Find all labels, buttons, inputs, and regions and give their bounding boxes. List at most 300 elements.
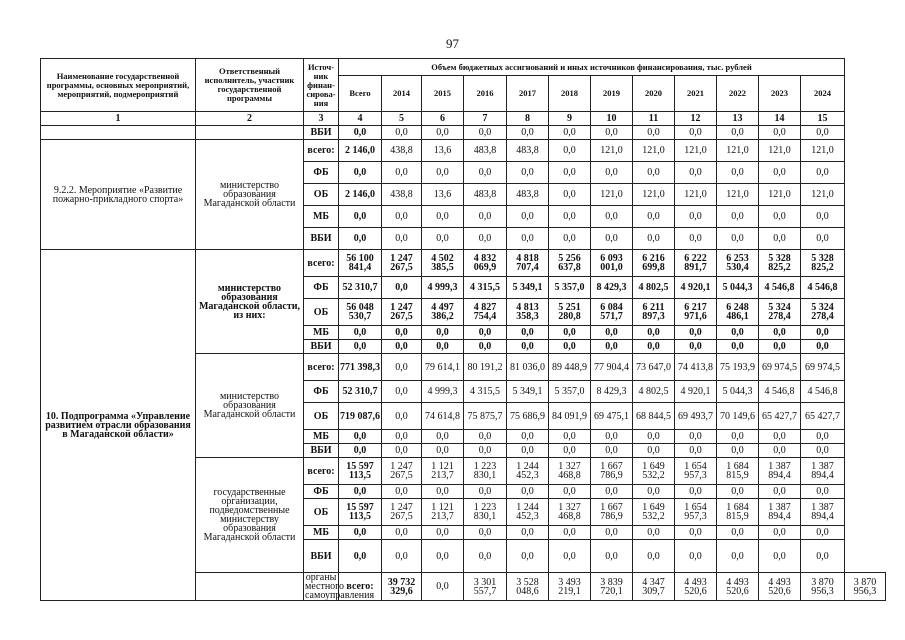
value-cell: 0,0 [382,430,422,444]
total-cell: 771 398,3 [339,354,382,381]
value-cell: 0,0 [549,540,591,573]
value-cell: 0,0 [633,485,675,499]
value-cell: 4 999,3 [422,277,464,299]
value-cell: 0,0 [759,430,801,444]
source-cell: всего: [304,250,339,277]
value-cell: 0,0 [464,326,507,340]
measure-name: 9.2.2. Мероприятие «Развитие пожарно-прикладного спорта» [41,140,196,250]
value-cell: 69 974,5 [801,354,845,381]
value-cell: 4 347 309,7 [633,573,675,601]
total-cell: 2 146,0 [339,184,382,206]
source-cell: ФБ [304,485,339,499]
value-cell: 75 193,9 [717,354,759,381]
group-a-executor: министерство образования Магаданской области, из них: [196,250,304,354]
value-cell: 3 870 956,3 [801,573,845,601]
source-cell: ВБИ [304,228,339,250]
total-cell: 15 597 113,5 [339,499,382,526]
value-cell: 0,0 [549,184,591,206]
value-cell: 0,0 [717,206,759,228]
value-cell: 4 818 707,4 [507,250,549,277]
value-cell: 0,0 [675,326,717,340]
source-cell: ФБ [304,381,339,403]
value-cell: 6 253 530,4 [717,250,759,277]
total-cell: 0,0 [339,540,382,573]
value-cell: 0,0 [675,526,717,540]
value-cell: 0,0 [464,126,507,140]
source-cell: ФБ [304,162,339,184]
column-index: 4 [339,112,382,126]
value-cell: 0,0 [759,162,801,184]
total-cell: 0,0 [339,340,382,354]
value-cell: 0,0 [464,206,507,228]
value-cell: 483,8 [507,140,549,162]
value-cell: 73 647,0 [633,354,675,381]
value-cell: 438,8 [382,184,422,206]
value-cell: 0,0 [464,430,507,444]
column-index: 8 [507,112,549,126]
subprogram-name: 10. Подпрограмма «Управление развитием отрасли образования в Магаданской области» [41,250,196,601]
value-cell: 1 244 452,3 [507,499,549,526]
value-cell: 0,0 [382,444,422,458]
value-cell: 0,0 [549,228,591,250]
value-cell: 1 223 830,1 [464,499,507,526]
value-cell: 121,0 [717,184,759,206]
total-cell: 0,0 [339,326,382,340]
value-cell: 79 614,1 [422,354,464,381]
value-cell: 3 301 557,7 [464,573,507,601]
value-cell: 0,0 [717,526,759,540]
value-cell: 0,0 [801,444,845,458]
header-name: Наименование государственной программы, основных мероприятий, мероприятий, подмероприятий [41,59,196,112]
column-index: 14 [759,112,801,126]
value-cell: 438,8 [382,140,422,162]
value-cell: 0,0 [633,126,675,140]
value-cell: 121,0 [801,184,845,206]
header-year: 2019 [591,76,633,112]
value-cell: 121,0 [759,140,801,162]
value-cell: 0,0 [507,162,549,184]
source-cell: МБ [304,430,339,444]
value-cell: 0,0 [801,162,845,184]
value-cell: 121,0 [675,184,717,206]
value-cell: 0,0 [507,444,549,458]
value-cell: 4 827 754,4 [464,299,507,326]
value-cell: 0,0 [549,526,591,540]
value-cell: 121,0 [801,140,845,162]
value-cell: 4 802,5 [633,277,675,299]
measure-executor: министерство образования Магаданской области [196,140,304,250]
value-cell: 1 654 957,3 [675,499,717,526]
value-cell: 121,0 [759,184,801,206]
value-cell: 4 546,8 [759,277,801,299]
value-cell: 1 327 468,8 [549,499,591,526]
value-cell: 0,0 [801,126,845,140]
source-cell: ОБ [304,299,339,326]
value-cell: 0,0 [464,540,507,573]
value-cell: 75 686,9 [507,403,549,430]
value-cell: 0,0 [633,526,675,540]
value-cell: 0,0 [633,340,675,354]
value-cell: 0,0 [549,326,591,340]
total-cell: 0,0 [339,206,382,228]
executor-cell [196,126,304,140]
value-cell: 6 222 891,7 [675,250,717,277]
group-c-executor: государственные организации, подведомственные министерству образования Магаданской области [196,458,304,573]
value-cell: 6 217 971,6 [675,299,717,326]
total-cell: 0,0 [339,444,382,458]
value-cell: 0,0 [717,126,759,140]
value-cell: 1 387 894,4 [759,458,801,485]
source-cell: всего: [304,140,339,162]
value-cell: 5 357,0 [549,277,591,299]
group-d-executor: органы местного самоуправления [305,572,375,601]
value-cell: 70 149,6 [717,403,759,430]
column-index: 2 [196,112,304,126]
value-cell: 121,0 [591,140,633,162]
total-cell: 0,0 [339,162,382,184]
value-cell: 0,0 [717,540,759,573]
value-cell: 0,0 [759,540,801,573]
source-cell: ВБИ [304,444,339,458]
source-cell: ОБ [304,499,339,526]
header-year: 2016 [464,76,507,112]
table-row [41,250,886,277]
total-cell: 52 310,7 [339,277,382,299]
value-cell: 1 244 452,3 [507,458,549,485]
value-cell: 4 813 358,3 [507,299,549,326]
value-cell: 0,0 [591,206,633,228]
value-cell: 6 093 001,0 [591,250,633,277]
column-index: 7 [464,112,507,126]
value-cell: 4 546,8 [801,381,845,403]
value-cell: 0,0 [549,444,591,458]
value-cell: 0,0 [675,430,717,444]
value-cell: 483,8 [464,184,507,206]
header-year: 2023 [759,76,801,112]
value-cell: 1 223 830,1 [464,458,507,485]
column-index: 3 [304,112,339,126]
table-row [41,126,886,140]
value-cell: 0,0 [675,162,717,184]
source-cell: МБ [304,326,339,340]
source-cell: всего: [339,573,382,601]
header-source: Источ-ник финан-сирова-ния [304,59,339,112]
value-cell: 0,0 [759,485,801,499]
value-cell: 0,0 [633,444,675,458]
value-cell: 0,0 [507,340,549,354]
value-cell: 4 546,8 [759,381,801,403]
value-cell: 6 216 699,8 [633,250,675,277]
value-cell: 483,8 [507,184,549,206]
value-cell: 4 999,3 [422,381,464,403]
value-cell: 0,0 [549,340,591,354]
value-cell: 1 247 267,5 [382,499,422,526]
value-cell: 0,0 [549,140,591,162]
total-cell: 39 732 329,6 [382,573,422,601]
value-cell: 1 667 786,9 [591,499,633,526]
value-cell: 3 870 956,3 [845,573,886,601]
value-cell: 69 493,7 [675,403,717,430]
value-cell: 0,0 [675,540,717,573]
value-cell: 80 191,2 [464,354,507,381]
value-cell: 0,0 [464,340,507,354]
value-cell: 4 832 069,9 [464,250,507,277]
value-cell: 0,0 [591,340,633,354]
value-cell: 3 839 720,1 [591,573,633,601]
value-cell: 0,0 [801,430,845,444]
value-cell: 0,0 [549,206,591,228]
value-cell: 0,0 [382,381,422,403]
value-cell: 0,0 [717,485,759,499]
column-index: 5 [382,112,422,126]
value-cell: 0,0 [382,206,422,228]
value-cell: 1 387 894,4 [801,458,845,485]
total-cell: 0,0 [339,430,382,444]
value-cell: 1 121 213,7 [422,458,464,485]
value-cell: 121,0 [633,140,675,162]
value-cell: 0,0 [759,526,801,540]
value-cell: 0,0 [464,444,507,458]
value-cell: 4 315,5 [464,381,507,403]
value-cell: 0,0 [591,162,633,184]
total-cell: 719 087,6 [339,403,382,430]
value-cell: 0,0 [591,228,633,250]
value-cell: 13,6 [422,140,464,162]
value-cell: 0,0 [591,326,633,340]
value-cell: 89 448,9 [549,354,591,381]
value-cell: 0,0 [507,540,549,573]
value-cell: 1 387 894,4 [801,499,845,526]
column-index: 6 [422,112,464,126]
source-cell: МБ [304,206,339,228]
header-year: 2014 [382,76,422,112]
value-cell: 0,0 [382,403,422,430]
value-cell: 0,0 [507,430,549,444]
value-cell: 5 044,3 [717,381,759,403]
column-index: 15 [801,112,845,126]
total-cell: 15 597 113,5 [339,458,382,485]
value-cell: 0,0 [382,228,422,250]
value-cell: 0,0 [422,444,464,458]
value-cell: 75 875,7 [464,403,507,430]
value-cell: 5 324 278,4 [801,299,845,326]
header-year: 2022 [717,76,759,112]
value-cell: 0,0 [759,326,801,340]
value-cell: 0,0 [759,340,801,354]
value-cell: 74 413,8 [675,354,717,381]
value-cell: 1 654 957,3 [675,458,717,485]
value-cell: 0,0 [422,228,464,250]
value-cell: 0,0 [422,485,464,499]
header-year: 2020 [633,76,675,112]
value-cell: 0,0 [759,126,801,140]
value-cell: 0,0 [591,430,633,444]
value-cell: 1 667 786,9 [591,458,633,485]
value-cell: 6 248 486,1 [717,299,759,326]
value-cell: 0,0 [633,162,675,184]
total-cell: 0,0 [339,228,382,250]
value-cell: 68 844,5 [633,403,675,430]
value-cell: 0,0 [382,526,422,540]
total-cell: 2 146,0 [339,140,382,162]
value-cell: 0,0 [382,277,422,299]
value-cell: 0,0 [549,430,591,444]
value-cell: 0,0 [675,485,717,499]
value-cell: 81 036,0 [507,354,549,381]
value-cell: 1 649 532,2 [633,499,675,526]
column-index: 10 [591,112,633,126]
value-cell: 0,0 [759,228,801,250]
value-cell: 0,0 [801,206,845,228]
value-cell: 1 684 815,9 [717,458,759,485]
source-cell: всего: [304,354,339,381]
value-cell: 5 324 278,4 [759,299,801,326]
value-cell: 0,0 [422,126,464,140]
value-cell: 4 497 386,2 [422,299,464,326]
value-cell: 0,0 [422,540,464,573]
group-b-executor: министерство образования Магаданской области [196,354,304,458]
value-cell: 0,0 [591,526,633,540]
value-cell: 0,0 [717,340,759,354]
total-cell: 52 310,7 [339,381,382,403]
value-cell: 0,0 [675,228,717,250]
value-cell: 0,0 [507,485,549,499]
column-index: 1 [41,112,196,126]
value-cell: 74 614,8 [422,403,464,430]
value-cell: 0,0 [464,228,507,250]
value-cell: 69 974,5 [759,354,801,381]
value-cell: 0,0 [507,326,549,340]
column-index: 13 [717,112,759,126]
value-cell: 5 328 825,2 [801,250,845,277]
value-cell: 65 427,7 [759,403,801,430]
header-volume: Объем бюджетных ассигнований и иных источников финансирования, тыс. рублей [339,59,845,76]
value-cell: 65 427,7 [801,403,845,430]
source-cell: МБ [304,526,339,540]
total-cell: 56 048 530,7 [339,299,382,326]
value-cell: 3 528 048,6 [507,573,549,601]
value-cell: 0,0 [801,526,845,540]
value-cell: 0,0 [801,485,845,499]
header-year: 2017 [507,76,549,112]
value-cell: 0,0 [382,540,422,573]
value-cell: 5 328 825,2 [759,250,801,277]
value-cell: 0,0 [464,526,507,540]
column-index: 9 [549,112,591,126]
value-cell: 0,0 [422,340,464,354]
value-cell: 0,0 [759,444,801,458]
budget-table [40,58,886,601]
value-cell: 4 493 520,6 [717,573,759,601]
value-cell: 0,0 [633,430,675,444]
column-index: 11 [633,112,675,126]
value-cell: 6 211 897,3 [633,299,675,326]
header-total: Всего [339,76,382,112]
value-cell: 0,0 [507,526,549,540]
value-cell: 4 920,1 [675,277,717,299]
value-cell: 1 649 532,2 [633,458,675,485]
value-cell: 4 493 520,6 [759,573,801,601]
value-cell: 5 349,1 [507,277,549,299]
header-year: 2018 [549,76,591,112]
header-year: 2024 [801,76,845,112]
total-cell: 0,0 [339,126,382,140]
value-cell: 0,0 [675,206,717,228]
value-cell: 0,0 [382,326,422,340]
value-cell: 0,0 [422,326,464,340]
value-cell: 0,0 [717,228,759,250]
value-cell: 4 546,8 [801,277,845,299]
value-cell: 0,0 [801,326,845,340]
total-cell: 56 100 841,4 [339,250,382,277]
value-cell: 0,0 [382,354,422,381]
header-year: 2015 [422,76,464,112]
value-cell: 1 387 894,4 [759,499,801,526]
value-cell: 483,8 [464,140,507,162]
value-cell: 1 247 267,5 [382,299,422,326]
value-cell: 4 802,5 [633,381,675,403]
value-cell: 0,0 [633,540,675,573]
value-cell: 121,0 [675,140,717,162]
value-cell: 0,0 [633,206,675,228]
source-cell: ВБИ [304,126,339,140]
value-cell: 1 247 267,5 [382,458,422,485]
value-cell: 0,0 [422,573,464,601]
value-cell: 5 349,1 [507,381,549,403]
value-cell: 0,0 [422,206,464,228]
value-cell: 0,0 [591,444,633,458]
value-cell: 0,0 [591,485,633,499]
value-cell: 0,0 [675,444,717,458]
value-cell: 0,0 [382,485,422,499]
value-cell: 0,0 [382,126,422,140]
value-cell: 0,0 [675,126,717,140]
value-cell: 0,0 [549,485,591,499]
value-cell: 0,0 [507,206,549,228]
total-cell: 0,0 [339,526,382,540]
value-cell: 0,0 [801,340,845,354]
name-cell [41,126,196,140]
value-cell: 84 091,9 [549,403,591,430]
value-cell: 0,0 [675,340,717,354]
value-cell: 77 904,4 [591,354,633,381]
value-cell: 13,6 [422,184,464,206]
value-cell: 4 493 520,6 [675,573,717,601]
value-cell: 121,0 [633,184,675,206]
value-cell: 121,0 [717,140,759,162]
value-cell: 0,0 [464,162,507,184]
value-cell: 0,0 [382,162,422,184]
value-cell: 0,0 [422,526,464,540]
value-cell: 8 429,3 [591,277,633,299]
value-cell: 0,0 [422,430,464,444]
source-cell: ОБ [304,403,339,430]
page-number: 97 [446,36,459,51]
value-cell: 0,0 [759,206,801,228]
table-body [41,126,886,601]
value-cell: 0,0 [801,540,845,573]
value-cell: 0,0 [464,485,507,499]
source-cell: ВБИ [304,540,339,573]
source-cell: ФБ [304,277,339,299]
value-cell: 5 044,3 [717,277,759,299]
empty-name-cell [196,573,304,601]
value-cell: 0,0 [422,162,464,184]
value-cell: 0,0 [801,228,845,250]
value-cell: 0,0 [507,126,549,140]
value-cell: 0,0 [549,162,591,184]
value-cell: 1 684 815,9 [717,499,759,526]
